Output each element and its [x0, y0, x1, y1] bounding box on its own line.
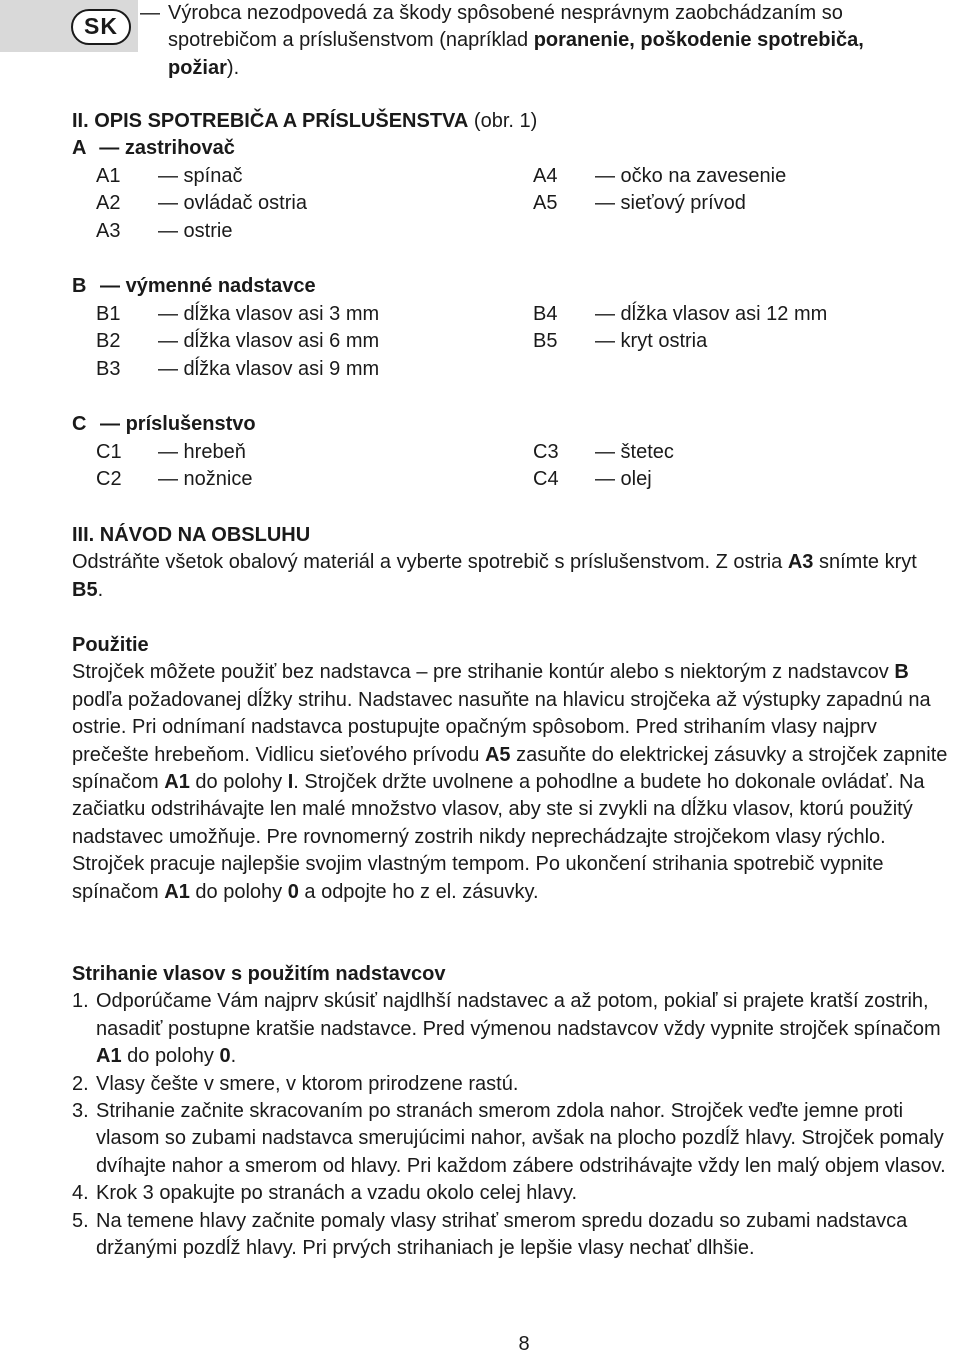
list-item: 1. Odporúčame Vám najprv skúsiť najdlhší nadstavec a až potom, pokiaľ si prajete kratší zostrih, nasadiť postupne kratšie nadstavce. Pred výmenou nadstavcov vždy vypnite strojček spínačom A1 do polohy 0.	[72, 990, 941, 1068]
group-c-left-list	[96, 439, 253, 494]
part-item: C3 — štetec	[533, 441, 674, 463]
part-item: B4 — dĺžka vlasov asi 12 mm	[533, 303, 828, 325]
part-item: A2 — ovládač ostria	[96, 192, 307, 215]
disclaimer-bold: požiar	[168, 56, 227, 79]
strihanie-section	[72, 961, 952, 1262]
section-3-paragraph: Odstráňte všetok obalový materiál a vyberte spotrebič s príslušenstvom. Z ostria A3 snímte kryt B5.	[72, 551, 917, 601]
list-item: 5. Na temene hlavy začnite pomaly vlasy strihať smerom spredu dozadu so zubami nadstavca držanými pozdĺž hlavy. Pri prvých strihaniach je lepšie vlasy nechať dlhšie.	[72, 1209, 908, 1260]
language-badge: SK	[71, 9, 131, 45]
section-3	[72, 522, 952, 604]
section-2-title: II. OPIS SPOTREBIČA A PRÍSLUŠENSTVA (obr. 1)	[72, 110, 538, 132]
group-a-left-list	[96, 163, 307, 245]
disclaimer	[140, 0, 940, 82]
usage-title: Použitie	[72, 634, 149, 656]
group-a-heading: A — zastrihovač	[72, 137, 235, 159]
disclaimer-bold: poranenie, poškodenie spotrebiča,	[533, 29, 864, 52]
list-item: 4. Krok 3 opakujte po stranách a vzadu okolo celej hlavy.	[72, 1182, 578, 1205]
usage-paragraph: Strojček môžete použiť bez nadstavca – pre strihanie kontúr alebo s niektorým z nadstavcov B podľa požadovanej dĺžky strihu. Nadstavec nasuňte na hlavicu strojčeka až výstupky zapadnú na ostrie. Pri odnímaní nadstavca postupujte opačným spôsobom. Pred strihaním vlasy najprv prečešte hrebeňom. Vidlicu sieťového prívodu A5 zasuňte do elektrickej zásuvky a strojček zapnite spínačom A1 do polohy I. Strojček držte uvolnene a pohodlne a budete ho dokonale ovládať. Na začiatku odstrihávajte len malé množstvo vlasov, aby ste si zvykli na dĺžku vlasov, ktorú použitý nadstavec umožňuje. Pre rovnomerný zostrih nikdy neprechádzajte strojčekom vlasy rýchlo. Strojček pracuje najlepšie svojim vlastným tempom. Po ukončení strihania spotrebič vypnite spínačom A1 do polohy 0 a odpojte ho z el. zásuvky.	[72, 661, 948, 903]
disclaimer-line: Výrobca nezodpovedá za škody spôsobené nesprávnym zaobchádzaním so	[168, 2, 843, 24]
disclaimer-text: spotrebičom a príslušenstvom (napríklad	[168, 29, 534, 52]
part-item: A1 — spínač	[96, 165, 243, 187]
group-c-right-list	[533, 439, 674, 494]
group-b-left-list	[96, 301, 379, 383]
part-item: C2 — nožnice	[96, 468, 253, 491]
group-c-heading: C — príslušenstvo	[72, 413, 256, 435]
disclaimer-text: ).	[226, 56, 240, 79]
part-item: A4 — očko na zavesenie	[533, 165, 787, 187]
part-item: B1 — dĺžka vlasov asi 3 mm	[96, 303, 380, 325]
part-item: B5 — kryt ostria	[533, 330, 708, 353]
section-3-title: III. NÁVOD NA OBSLUHU	[72, 524, 311, 546]
strihanie-title: Strihanie vlasov s použitím nadstavcov	[72, 963, 446, 985]
steps-list	[72, 988, 952, 1262]
part-item: B3 — dĺžka vlasov asi 9 mm	[96, 357, 380, 380]
list-item: 3. Strihanie začnite skracovaním po stranách smerom zdola nahor. Strojček veďte jemne proti vlasom so zubami nadstavca smerujúcimi nahor, avšak na plocho pozdĺž hlavy. Strojček pomaly dvíhajte nahor a smerom od hlavy. Pri každom zábere odstrihávajte vždy len malý objem vlasov.	[72, 1100, 946, 1177]
group-a-right-list	[533, 163, 786, 218]
group-b-right-list	[533, 301, 827, 356]
page-number: 8	[518, 1333, 530, 1355]
part-item: C1 — hrebeň	[96, 441, 246, 463]
language-tab	[0, 0, 138, 52]
part-item: B2 — dĺžka vlasov asi 6 mm	[96, 330, 380, 353]
part-item: A3 — ostrie	[96, 219, 233, 242]
list-item: 2. Vlasy češte v smere, v ktorom prirodzene rastú.	[72, 1072, 519, 1095]
part-item: A5 — sieťový prívod	[533, 192, 746, 215]
part-item: C4 — olej	[533, 468, 652, 491]
disclaimer-dash: —	[140, 2, 160, 24]
usage-section	[72, 632, 952, 906]
group-b-heading: B — výmenné nadstavce	[72, 275, 316, 297]
